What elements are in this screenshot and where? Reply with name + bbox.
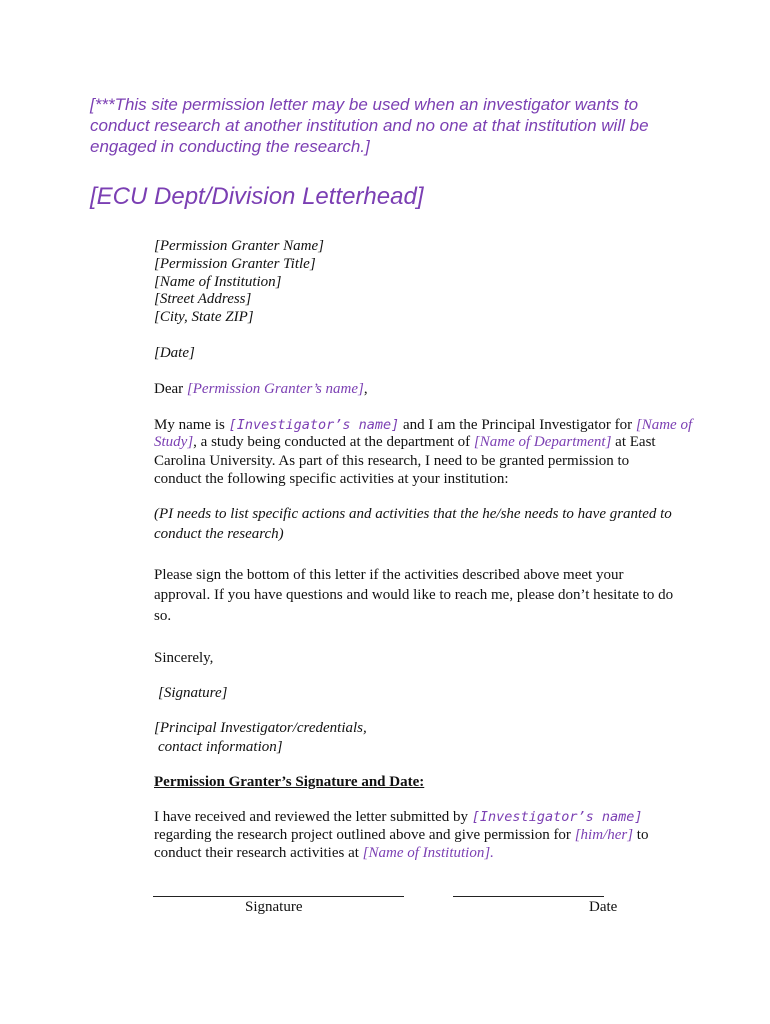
granter-text-line-1 bbox=[154, 809, 642, 826]
salutation-prefix: Dear bbox=[154, 381, 187, 397]
signature-placeholder: [Signature] bbox=[158, 685, 228, 701]
instruction-note-line-1: [***This site permission letter may be used when an investigator wants to bbox=[90, 95, 639, 114]
period: . bbox=[490, 845, 494, 861]
letterhead-placeholder: [ECU Dept/Division Letterhead] bbox=[90, 183, 424, 210]
granter-name-placeholder: [Permission Granter’s name] bbox=[186, 381, 364, 397]
body-paragraph-1-line-2 bbox=[154, 434, 656, 451]
address-line: [Street Address] bbox=[154, 291, 252, 307]
pronoun-placeholder: [him/her] bbox=[574, 827, 634, 843]
body-paragraph-1-line-1 bbox=[154, 417, 692, 434]
study-name-placeholder: [Name of bbox=[635, 417, 693, 433]
body-text: regarding the research project outlined above and give permission for bbox=[154, 827, 575, 843]
investigator-name-placeholder: [Investigator’s name] bbox=[471, 809, 643, 825]
address-line: [Permission Granter Title] bbox=[154, 256, 316, 272]
body-paragraph-1-line-4: conduct the following specific activities at your institution: bbox=[154, 471, 509, 487]
study-name-placeholder: Study] bbox=[154, 434, 194, 450]
department-placeholder: [Name of Department] bbox=[473, 434, 612, 450]
date-placeholder: [Date] bbox=[154, 345, 195, 361]
body-text: , a study being conducted at the department of bbox=[193, 434, 474, 450]
salutation bbox=[154, 381, 368, 398]
pi-credentials-line-1: [Principal Investigator/credentials, bbox=[154, 720, 367, 736]
address-line: [Permission Granter Name] bbox=[154, 238, 325, 254]
signature-line bbox=[153, 896, 404, 897]
address-line: [Name of Institution] bbox=[154, 274, 282, 290]
signature-label: Signature bbox=[245, 899, 303, 915]
instruction-note-line-3: engaged in conducting the research.] bbox=[90, 137, 370, 156]
date-line bbox=[453, 896, 604, 897]
granter-text-line-2 bbox=[154, 827, 648, 844]
pi-credentials-line-2: contact information] bbox=[158, 739, 283, 755]
activities-note-line-1: (PI needs to list specific actions and activities that the he/she needs to have granted to bbox=[154, 506, 672, 522]
body-text: and I am the Principal Investigator for bbox=[399, 417, 636, 433]
institution-placeholder: [Name of Institution] bbox=[362, 845, 491, 861]
address-line: [City, State ZIP] bbox=[154, 309, 254, 325]
investigator-name-placeholder: [Investigator’s name] bbox=[228, 417, 400, 433]
body-text: to bbox=[633, 827, 649, 843]
body-paragraph-1-line-3: Carolina University. As part of this research, I need to be granted permission to bbox=[154, 453, 630, 469]
body-text: conduct their research activities at bbox=[154, 845, 363, 861]
body-paragraph-2-line-1: Please sign the bottom of this letter if the activities described above meet your bbox=[154, 567, 624, 583]
body-text: at East bbox=[611, 434, 656, 450]
body-text: I have received and reviewed the letter submitted by bbox=[154, 809, 472, 825]
salutation-suffix: , bbox=[363, 381, 368, 397]
instruction-note-line-2: conduct research at another institution and no one at that institution will be bbox=[90, 116, 649, 135]
body-text: My name is bbox=[154, 417, 229, 433]
body-paragraph-2-line-3: so. bbox=[154, 608, 172, 624]
body-paragraph-2-line-2: approval. If you have questions and would like to reach me, please don’t hesitate to do bbox=[154, 587, 674, 603]
granter-section-heading: Permission Granter’s Signature and Date: bbox=[154, 774, 425, 790]
activities-note-line-2: conduct the research) bbox=[154, 526, 284, 542]
granter-text-line-3 bbox=[154, 845, 494, 862]
closing: Sincerely, bbox=[154, 650, 214, 666]
date-label: Date bbox=[589, 899, 618, 915]
